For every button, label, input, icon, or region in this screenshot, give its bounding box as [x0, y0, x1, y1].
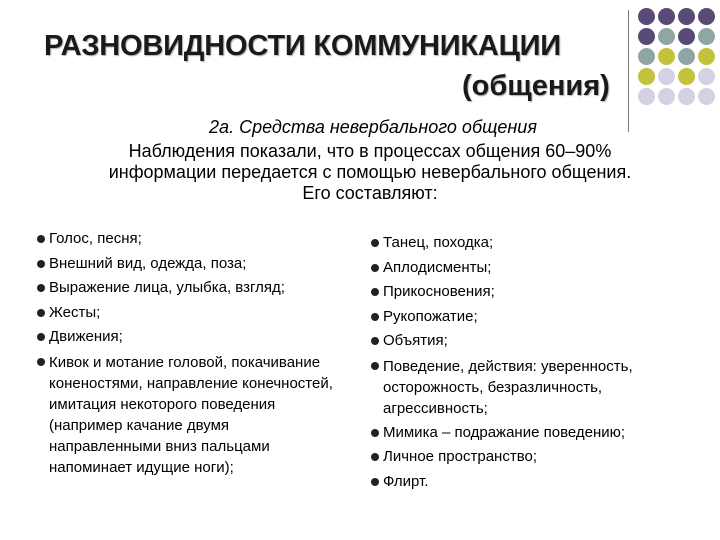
decorative-dot [678, 48, 695, 65]
bullet-icon [371, 362, 379, 370]
list-item-text: Кивок и мотание головой, покачивание коненостями, направление конечностей, имитация некоторого поведения (например качание двумя направленными вниз пальцами напоминает идущие ноги); [49, 353, 333, 476]
list-item-text: Внешний вид, одежда, поза; [49, 254, 247, 272]
list-item [37, 325, 357, 350]
list-item [371, 231, 711, 256]
bullet-icon [371, 264, 379, 272]
list-item-text: Жесты; [49, 303, 101, 321]
right-bullet-list [371, 231, 711, 494]
decorative-dot [638, 28, 655, 45]
section-subtitle [0, 117, 720, 138]
decorative-dot [658, 48, 675, 65]
list-item-text: Объятия; [383, 332, 448, 349]
list-item [371, 305, 711, 330]
decorative-dot-grid [638, 8, 718, 112]
list-item-text: Поведение, действия: уверенность, осторожность, безразличность, агрессивность; [383, 357, 633, 417]
decorative-dot [698, 68, 715, 85]
decorative-dot [638, 88, 655, 105]
list-item [37, 276, 357, 301]
list-item-text: Голос, песня; [49, 230, 142, 247]
decorative-dot [638, 48, 655, 65]
decorative-dot [698, 48, 715, 65]
list-item [37, 301, 357, 326]
list-item-text: Рукопожатие; [383, 307, 478, 325]
decorative-dot [698, 8, 715, 25]
decorative-dot [678, 88, 695, 105]
list-item [371, 280, 711, 305]
list-item [371, 329, 711, 354]
decorative-dot [658, 8, 675, 25]
list-item-text: Танец, походка; [383, 234, 494, 251]
decorative-dot [658, 68, 675, 85]
decorative-dot [658, 88, 675, 105]
list-item [37, 350, 357, 480]
left-bullet-list [37, 227, 357, 480]
list-item [371, 256, 711, 281]
section-subtitle-text: 2а. Средства невербального общения [209, 117, 537, 137]
list-item-text: Аплодисменты; [383, 258, 492, 276]
bullet-icon [371, 478, 379, 486]
page-title-subline: (общения) [462, 70, 610, 102]
bullet-icon [37, 333, 45, 341]
bullet-icon [371, 288, 379, 296]
decorative-dot [678, 68, 695, 85]
intro-line-2: информации передается с помощью невербального общения. [108, 162, 632, 182]
list-item-text: Движения; [49, 328, 123, 345]
list-item [37, 227, 357, 252]
decorative-dot [698, 88, 715, 105]
intro-line-3: Его составляют: [302, 183, 438, 203]
list-item [371, 354, 711, 421]
decorative-dot [638, 68, 655, 85]
bullet-icon [371, 313, 379, 321]
list-item [37, 252, 357, 277]
divider-line [628, 10, 629, 132]
list-item [371, 445, 711, 470]
bullet-icon [371, 337, 379, 345]
bullet-icon [37, 260, 45, 268]
bullet-icon [37, 358, 45, 366]
list-item-text: Флирт. [383, 472, 429, 490]
decorative-dot [678, 8, 695, 25]
intro-line-1: Наблюдения показали, что в процессах общения 60–90% [128, 141, 612, 161]
list-item-text: Личное пространство; [383, 448, 537, 465]
bullet-icon [371, 429, 379, 437]
list-item-text: Выражение лица, улыбка, взгляд; [49, 279, 285, 296]
decorative-dot [638, 8, 655, 25]
decorative-dot [678, 28, 695, 45]
list-item-text: Мимика – подражание поведению; [383, 423, 626, 441]
bullet-icon [371, 239, 379, 247]
bullet-icon [37, 235, 45, 243]
bullet-icon [371, 453, 379, 461]
decorative-dot [698, 28, 715, 45]
intro-paragraph [40, 141, 700, 204]
list-item-text: Прикосновения; [383, 283, 495, 300]
page-title: РАЗНОВИДНОСТИ КОММУНИКАЦИИ [44, 30, 561, 62]
decorative-dot [658, 28, 675, 45]
list-item [371, 421, 711, 446]
list-item [371, 470, 711, 495]
bullet-icon [37, 284, 45, 292]
bullet-icon [37, 309, 45, 317]
